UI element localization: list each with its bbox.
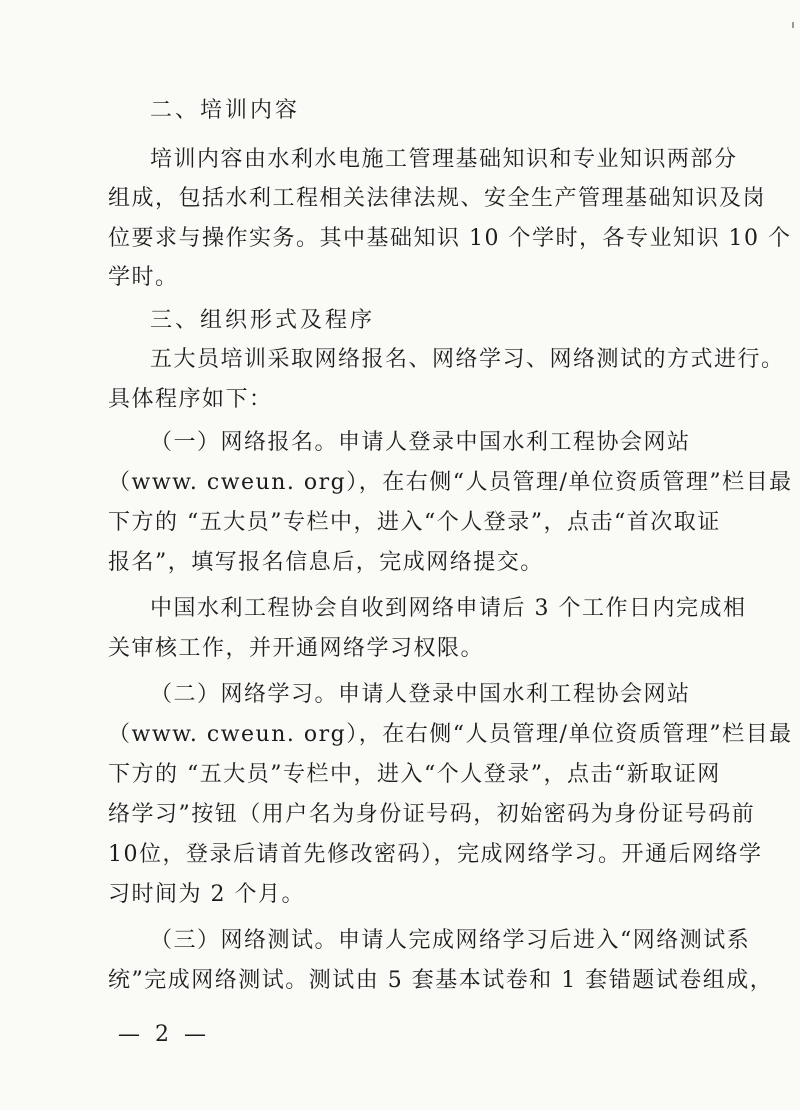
paragraph-line: 中国水利工程协会自收到网络申请后 3 个工作日内完成相 (150, 596, 747, 621)
paragraph-line: 络学习”按钮（用户名为身份证号码，初始密码为身份证号码前 (108, 802, 756, 827)
paragraph-line: 下方的 “五大员”专栏中，进入“个人登录”，点击“首次取证 (108, 510, 721, 535)
paragraph-line: （www. cweun. org），在右侧“人员管理/单位资质管理”栏目最 (108, 722, 793, 747)
paragraph-line: 培训内容由水利水电施工管理基础知识和专业知识两部分 (150, 147, 738, 172)
paragraph-line: （二）网络学习。申请人登录中国水利工程协会网站 (150, 682, 691, 707)
section-3-heading: 三、组织形式及程序 (150, 308, 376, 333)
paragraph-line: 统”完成网络测试。测试由 5 套基本试卷和 1 套错题试卷组成， (108, 968, 774, 993)
page-number: — 2 — (118, 1022, 210, 1047)
paragraph-line: 学时。 (108, 265, 179, 290)
scan-edge-mark (792, 22, 794, 28)
paragraph-line: 关审核工作，并开通网络学习权限。 (108, 636, 485, 661)
paragraph-line: 习时间为 2 个月。 (108, 882, 305, 907)
paragraph-line: 具体程序如下： (108, 387, 273, 412)
paragraph-line: （一）网络报名。申请人登录中国水利工程协会网站 (150, 430, 691, 455)
paragraph-line: 下方的 “五大员”专栏中，进入“个人登录”，点击“新取证网 (108, 762, 721, 787)
paragraph-line: 位要求与操作实务。其中基础知识 10 个学时，各专业知识 10 个 (108, 226, 792, 251)
paragraph-line: 五大员培训采取网络报名、网络学习、网络测试的方式进行。 (150, 347, 785, 372)
paragraph-line: （www. cweun. org），在右侧“人员管理/单位资质管理”栏目最 (108, 470, 793, 495)
section-2-heading: 二、培训内容 (150, 98, 301, 123)
paragraph-line: 组成，包括水利工程相关法律法规、安全生产管理基础知识及岗 (108, 186, 767, 211)
paragraph-line: 10位，登录后请首先修改密码），完成网络学习。开通后网络学 (108, 842, 763, 867)
paragraph-line: （三）网络测试。申请人完成网络学习后进入“网络测试系 (150, 928, 751, 953)
paragraph-line: 报名”，填写报名信息后，完成网络提交。 (108, 550, 544, 575)
